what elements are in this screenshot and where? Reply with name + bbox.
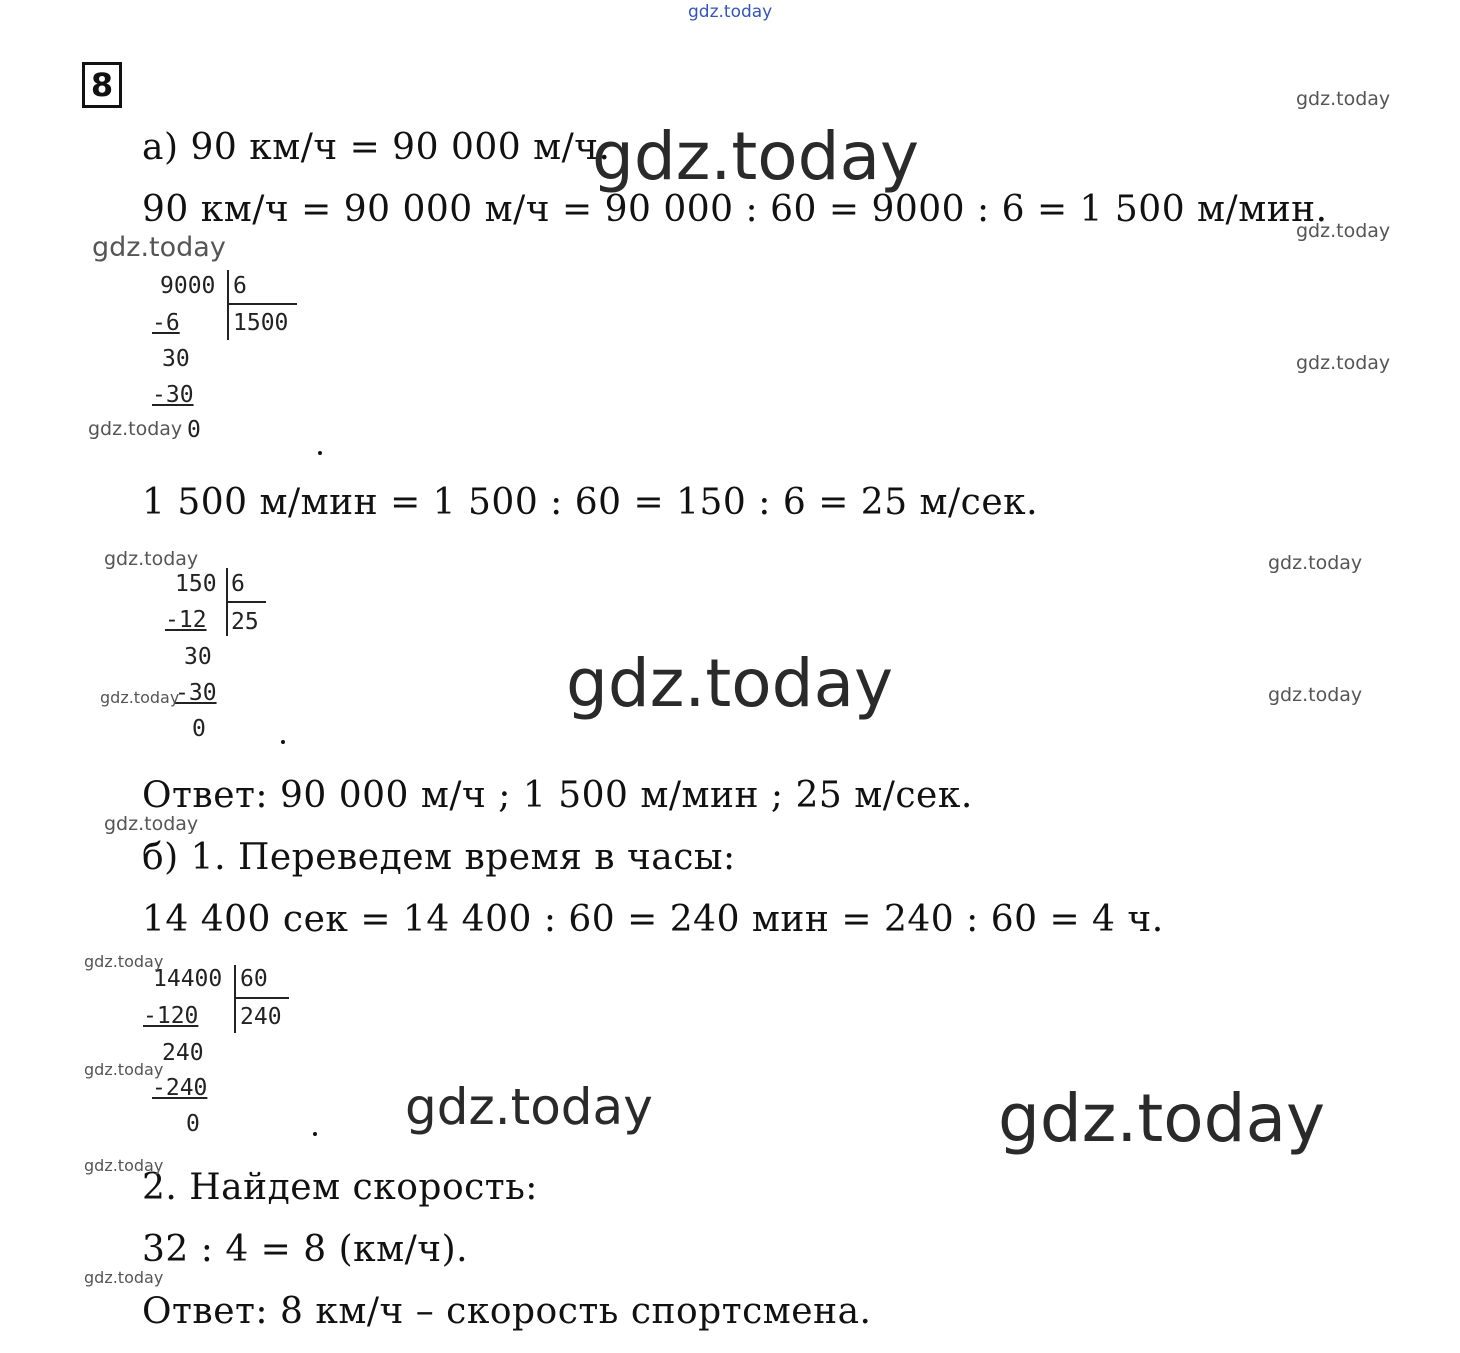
step: -30 [175, 680, 217, 706]
dividend: 150 [175, 571, 217, 597]
line-a3: 1 500 м/мин = 1 500 : 60 = 150 : 6 = 25 м/сек. [142, 482, 1039, 523]
dot [281, 740, 285, 744]
division-bar [227, 270, 229, 340]
watermark: gdz.today [104, 813, 199, 835]
step: -12 [165, 607, 207, 633]
step: 0 [187, 417, 201, 443]
division-bar [226, 601, 266, 603]
divisor: 6 [233, 273, 247, 299]
line-a1: а) 90 км/ч = 90 000 м/ч. [142, 127, 611, 168]
watermark-large: gdz.today [998, 1080, 1326, 1157]
quotient: 1500 [233, 310, 289, 336]
step: 30 [162, 346, 190, 372]
line-b2: 32 : 4 = 8 (км/ч). [142, 1229, 469, 1270]
answer-b: Ответ: 8 км/ч – скорость спортсмена. [142, 1291, 872, 1332]
division-bar [234, 965, 236, 1033]
watermark: gdz.today [84, 1156, 164, 1175]
watermark-large: gdz.today [566, 645, 894, 722]
step: -30 [152, 382, 194, 408]
line-a2: 90 км/ч = 90 000 м/ч = 90 000 : 60 = 9000 : 6 = 1 500 м/мин. [142, 189, 1328, 230]
step: 30 [184, 644, 212, 670]
division-bar [234, 997, 289, 999]
watermark: gdz.today [104, 548, 199, 570]
watermark-large: gdz.today [405, 1078, 653, 1136]
watermark: gdz.today [1268, 684, 1363, 706]
watermark: gdz.today [84, 1060, 164, 1079]
step: -6 [152, 310, 180, 336]
watermark: gdz.today [1296, 352, 1391, 374]
divisor: 6 [231, 571, 245, 597]
line-b-heading: б) 1. Переведем время в часы: [142, 837, 736, 878]
dot [318, 451, 322, 455]
step: 240 [162, 1040, 204, 1066]
dividend: 9000 [160, 273, 216, 299]
quotient: 25 [231, 609, 259, 635]
watermark: gdz.today [1296, 220, 1391, 242]
watermark: gdz.today [84, 1268, 164, 1287]
task-number: 8 [82, 62, 122, 108]
watermark: gdz.today [1296, 88, 1391, 110]
quotient: 240 [240, 1004, 282, 1030]
step: -240 [152, 1075, 208, 1101]
line-b-step2: 2. Найдем скорость: [142, 1167, 538, 1208]
watermark-top: gdz.today [688, 2, 773, 22]
answer-a: Ответ: 90 000 м/ч ; 1 500 м/мин ; 25 м/сек. [142, 775, 973, 816]
division-bar [227, 303, 297, 305]
step: -120 [143, 1003, 199, 1029]
step: 0 [192, 716, 206, 742]
watermark: gdz.today [84, 952, 164, 971]
watermark: gdz.today [100, 688, 180, 707]
watermark: gdz.today [88, 418, 183, 440]
dividend: 14400 [153, 966, 223, 992]
divisor: 60 [240, 966, 268, 992]
line-b1: 14 400 сек = 14 400 : 60 = 240 мин = 240 : 60 = 4 ч. [142, 899, 1164, 940]
watermark: gdz.today [1268, 552, 1363, 574]
step: 0 [186, 1111, 200, 1137]
dot [313, 1132, 317, 1136]
watermark: gdz.today [92, 232, 226, 263]
watermark-large: gdz.today [592, 118, 920, 195]
